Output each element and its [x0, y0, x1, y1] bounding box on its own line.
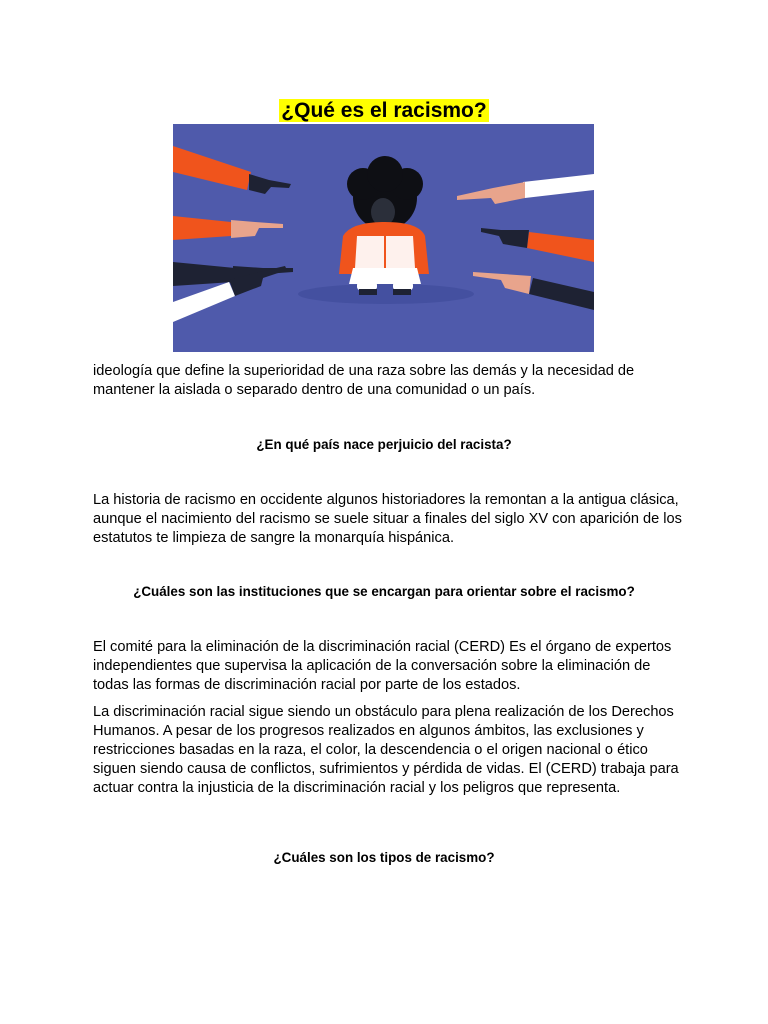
floor-shadow — [298, 284, 474, 304]
page-title-text: ¿Qué es el racismo? — [281, 99, 487, 122]
cerd-paragraph: El comité para la eliminación de la discriminación racial (CERD) Es el órgano de expertos independientes que supervisa la aplicación de la conversación sobre la eliminación de todas las formas de discriminación racial por parte de los estados. — [93, 639, 672, 693]
heading-origin: ¿En qué país nace perjuicio del racista? — [256, 437, 512, 452]
history-paragraph: La historia de racismo en occidente algunos historiadores la remontan a la antigua clásica, aunque el nacimiento del racismo se suele situar a finales del siglo XV con aparición de los estatutos te limpieza de sangre la monarquía hispánica. — [93, 492, 682, 546]
heading-institutions: ¿Cuáles son las instituciones que se encargan para orientar sobre el racismo? — [133, 584, 635, 599]
racism-illustration — [173, 124, 594, 352]
discrimination-paragraph: La discriminación racial sigue siendo un obstáculo para plena realización de los Derechos Humanos. A pesar de los progresos realizados en algunos ámbitos, las exclusiones y restricciones basadas en la raza, el color, la descendencia o el origen nacional o ético siguen siendo causa de conflictos, sufrimientos y pérdida de vidas. El (CERD) trabaja para actuar contra la injusticia de la discriminación racial y los peligros que representa. — [93, 704, 679, 796]
heading-types: ¿Cuáles son los tipos de racismo? — [273, 850, 495, 865]
definition-paragraph: ideología que define la superioridad de una raza sobre las demás y la necesidad de mantener la aislada o separado dentro de una comunidad o un país. — [93, 363, 635, 398]
page-title — [0, 88, 768, 125]
